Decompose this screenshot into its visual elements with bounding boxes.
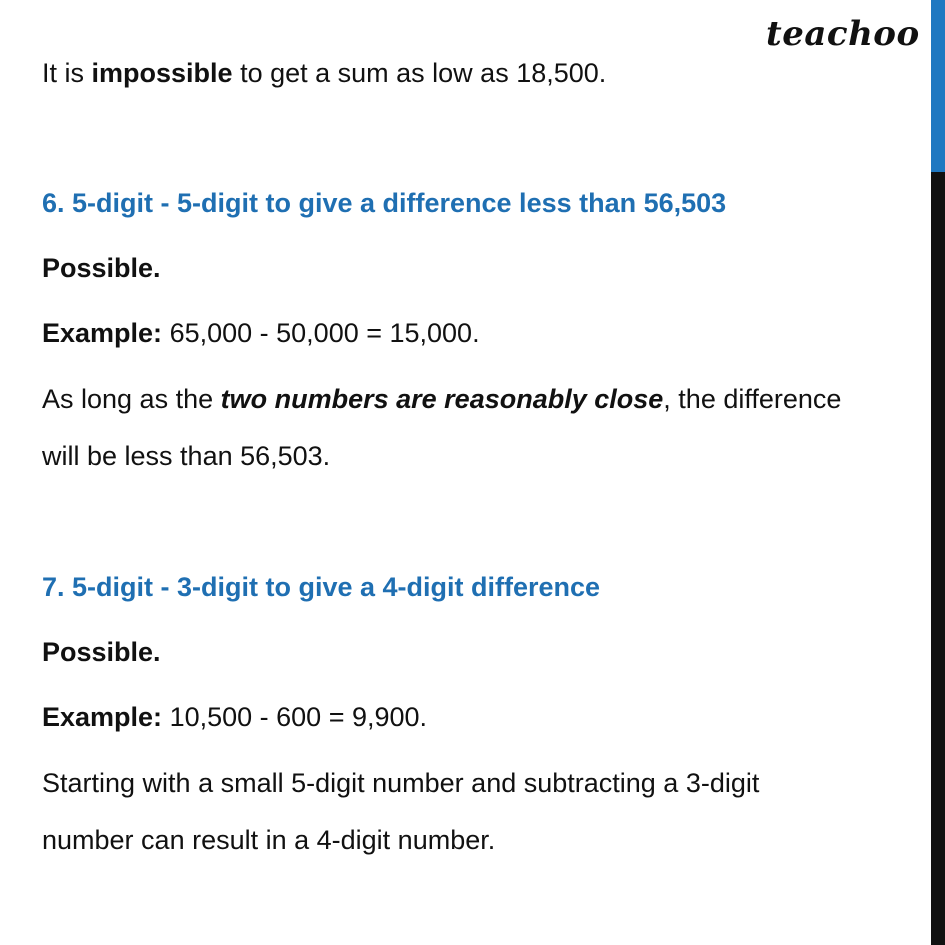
section6-explain-line1 [42, 383, 841, 415]
section7-heading: 7. 5-digit - 3-digit to give a 4-digit difference [42, 572, 601, 602]
teachoo-logo: teachoo [766, 14, 920, 54]
section7-verdict-text: Possible. [42, 637, 161, 667]
scrollbar-thumb[interactable] [931, 0, 945, 172]
intro-line [42, 57, 606, 89]
section6-explain-post: , the difference [663, 384, 842, 414]
section6-explain-emph: two numbers are reasonably close [220, 384, 664, 414]
intro-bold: impossible [91, 58, 233, 88]
section7-example-label: Example: [42, 702, 163, 732]
section7-explain-line1: Starting with a small 5-digit number and subtracting a 3-digit [42, 768, 760, 798]
intro-pre: It is [42, 58, 92, 88]
intro-post: to get a sum as low as 18,500. [232, 58, 607, 88]
section6-verdict [42, 252, 161, 284]
section6-example [42, 317, 480, 349]
section6-example-label: Example: [42, 318, 163, 348]
section7-verdict [42, 636, 161, 668]
section6-heading: 6. 5-digit - 5-digit to give a difference less than 56,503 [42, 188, 727, 218]
section6-explain-pre: As long as the [42, 384, 221, 414]
section7-explain-line2: number can result in a 4-digit number. [42, 825, 496, 855]
section6-verdict-text: Possible. [42, 253, 161, 283]
section7-example [42, 701, 427, 733]
section6-example-text: 65,000 - 50,000 = 15,000. [162, 318, 480, 348]
section6-explain-line2: will be less than 56,503. [42, 441, 331, 471]
section7-example-text: 10,500 - 600 = 9,900. [162, 702, 428, 732]
